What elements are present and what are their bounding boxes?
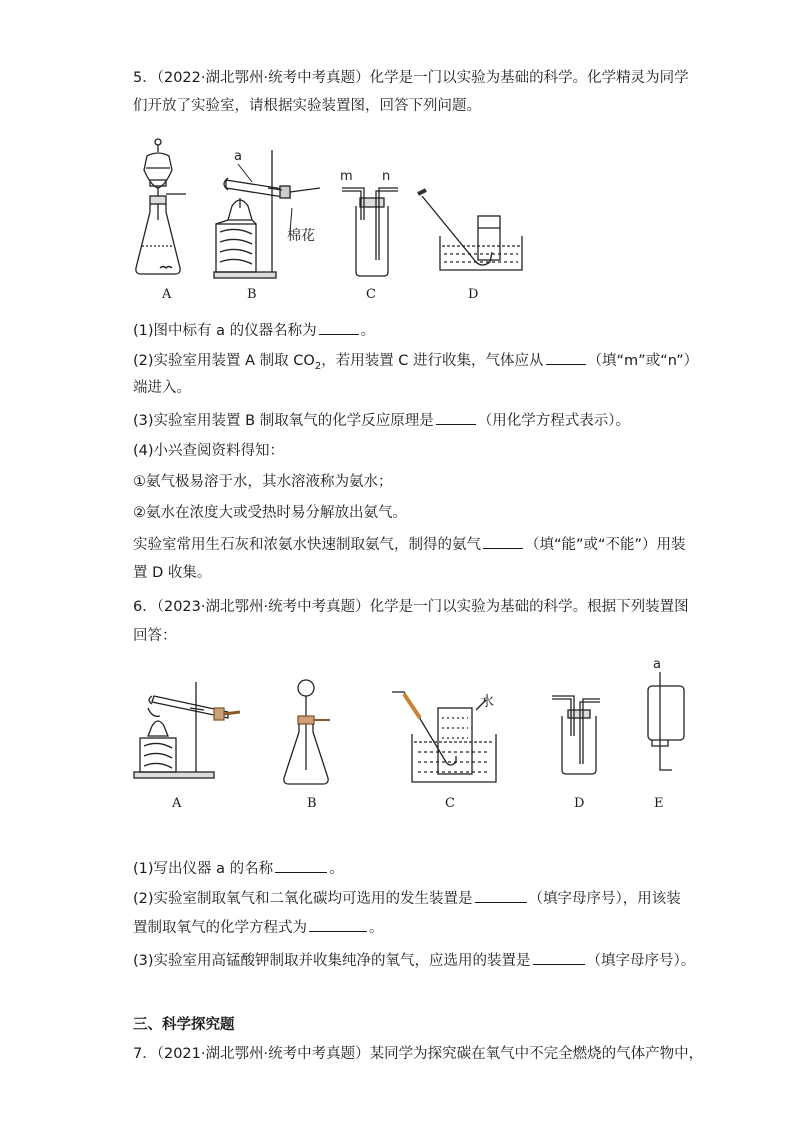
q6-part-1-blank[interactable] xyxy=(275,858,327,873)
q6-label-a: a xyxy=(653,657,661,672)
q5-part-2-subscript: 2 xyxy=(314,360,322,372)
q5-part-2-text-b: ，若用装置 C 进行收集，气体应从 xyxy=(321,353,544,369)
q5-part-2-blank[interactable] xyxy=(546,350,586,365)
q6-label-A: A xyxy=(172,796,182,811)
q6-part-2-text-c: 置制取氧气的化学方程式为 xyxy=(133,920,307,936)
q6-part-3-text-a: (3)实验室用高锰酸钾制取并收集纯净的氧气，应选用的装置是 xyxy=(133,953,531,969)
q6-part-2-text-b: （填字母序号），用该装 xyxy=(528,891,681,907)
q5-apparatus-figure xyxy=(0,128,794,308)
q7-intro-line-1: 7．（2021·湖北鄂州·统考中考真题）某同学为探究碳在氧气中不完全燃烧的气体产物中， xyxy=(133,1046,704,1062)
q6-apparatus-D-bottle xyxy=(552,696,600,774)
q6-intro-line-2: 回答： xyxy=(133,628,177,644)
q5-intro-line-1: 5．（2022·湖北鄂州·统考中考真题）化学是一门以实验为基础的科学。化学精灵为同学 xyxy=(133,70,689,86)
q6-part-1-end: 。 xyxy=(329,861,344,877)
q6-part-3-text-b: （填字母序号）。 xyxy=(586,953,696,969)
q6-part-2 xyxy=(133,888,681,909)
q5-label-n: n xyxy=(382,169,391,184)
q6-intro-line-1: 6．（2023·湖北鄂州·统考中考真题）化学是一门以实验为基础的科学。根据下列装置图 xyxy=(133,599,689,615)
q6-part-2-cont xyxy=(133,917,384,938)
q5-label-B: B xyxy=(247,287,257,302)
q5-part-3-text-b: （用化学方程式表示）。 xyxy=(477,413,630,429)
q5-label-D: D xyxy=(468,287,479,302)
q5-part-4-text-b: （填“能”或“不能”）用装 xyxy=(525,537,686,553)
q6-label-C: C xyxy=(445,796,455,811)
q6-label-E: E xyxy=(654,796,664,811)
q5-part-4-fact-1: ①氨气极易溶于水，其水溶液称为氨水； xyxy=(133,474,393,490)
q5-label-C: C xyxy=(366,287,376,302)
q5-label-a: a xyxy=(234,149,242,164)
q5-part-2-cont: 端进入。 xyxy=(133,380,191,396)
q6-part-1 xyxy=(133,858,344,879)
q6-part-2-blank-2[interactable] xyxy=(309,917,367,932)
q5-part-4-blank[interactable] xyxy=(483,534,523,549)
q5-part-4: (4)小兴查阅资料得知： xyxy=(133,443,285,459)
q6-part-3 xyxy=(133,950,695,971)
q5-part-4-text-a: 实验室常用生石灰和浓氨水快速制取氨气，制得的氨气 xyxy=(133,537,481,553)
q6-apparatus-A-heating xyxy=(134,682,240,778)
section-3-title: 三、科学探究题 xyxy=(133,1017,235,1033)
q6-part-2-blank-1[interactable] xyxy=(475,888,527,903)
q5-apparatus-A-flask xyxy=(136,139,186,274)
q6-part-2-end: 。 xyxy=(369,920,384,936)
q5-part-1-text: (1)图中标有 a 的仪器名称为 xyxy=(133,323,317,339)
q5-part-4-question xyxy=(133,534,686,555)
q5-part-3-text-a: (3)实验室用装置 B 制取氧气的化学反应原理是 xyxy=(133,413,434,429)
q5-part-1-end: 。 xyxy=(360,323,376,339)
q6-label-water: 水 xyxy=(480,694,494,710)
q5-part-4-cont: 置 D 收集。 xyxy=(133,565,212,581)
q5-part-3 xyxy=(133,410,630,431)
q5-part-1 xyxy=(133,320,375,341)
q5-part-3-blank[interactable] xyxy=(436,410,476,425)
q5-apparatus-D-trough xyxy=(418,190,522,270)
q5-label-A: A xyxy=(162,287,172,302)
q6-part-1-text: (1)写出仪器 a 的名称 xyxy=(133,861,274,877)
q5-apparatus-B-heating xyxy=(214,150,320,278)
q6-apparatus-E-bottle xyxy=(648,672,684,770)
q6-apparatus-B-flask xyxy=(284,680,330,784)
q5-part-4-fact-2: ②氨水在浓度大或受热时易分解放出氨气。 xyxy=(133,505,407,521)
q6-label-B: B xyxy=(307,796,317,811)
q5-label-cotton: 棉花 xyxy=(287,228,315,244)
q5-intro-line-2: 们开放了实验室，请根据实验装置图，回答下列问题。 xyxy=(133,98,481,114)
q6-apparatus-figure xyxy=(0,652,794,792)
q5-apparatus-C-bottle xyxy=(342,188,398,276)
q5-part-2-text-c: （填“m”或“n”） xyxy=(587,353,699,369)
q6-part-2-text-a: (2)实验室制取氧气和二氧化碳均可选用的发生装置是 xyxy=(133,891,473,907)
q5-part-2 xyxy=(133,350,698,377)
q6-label-D: D xyxy=(574,796,585,811)
q5-label-m: m xyxy=(340,169,353,184)
q6-part-3-blank[interactable] xyxy=(533,950,585,965)
q5-part-2-text-a: (2)实验室用装置 A 制取 CO xyxy=(133,353,315,369)
q5-part-1-blank[interactable] xyxy=(319,320,359,335)
